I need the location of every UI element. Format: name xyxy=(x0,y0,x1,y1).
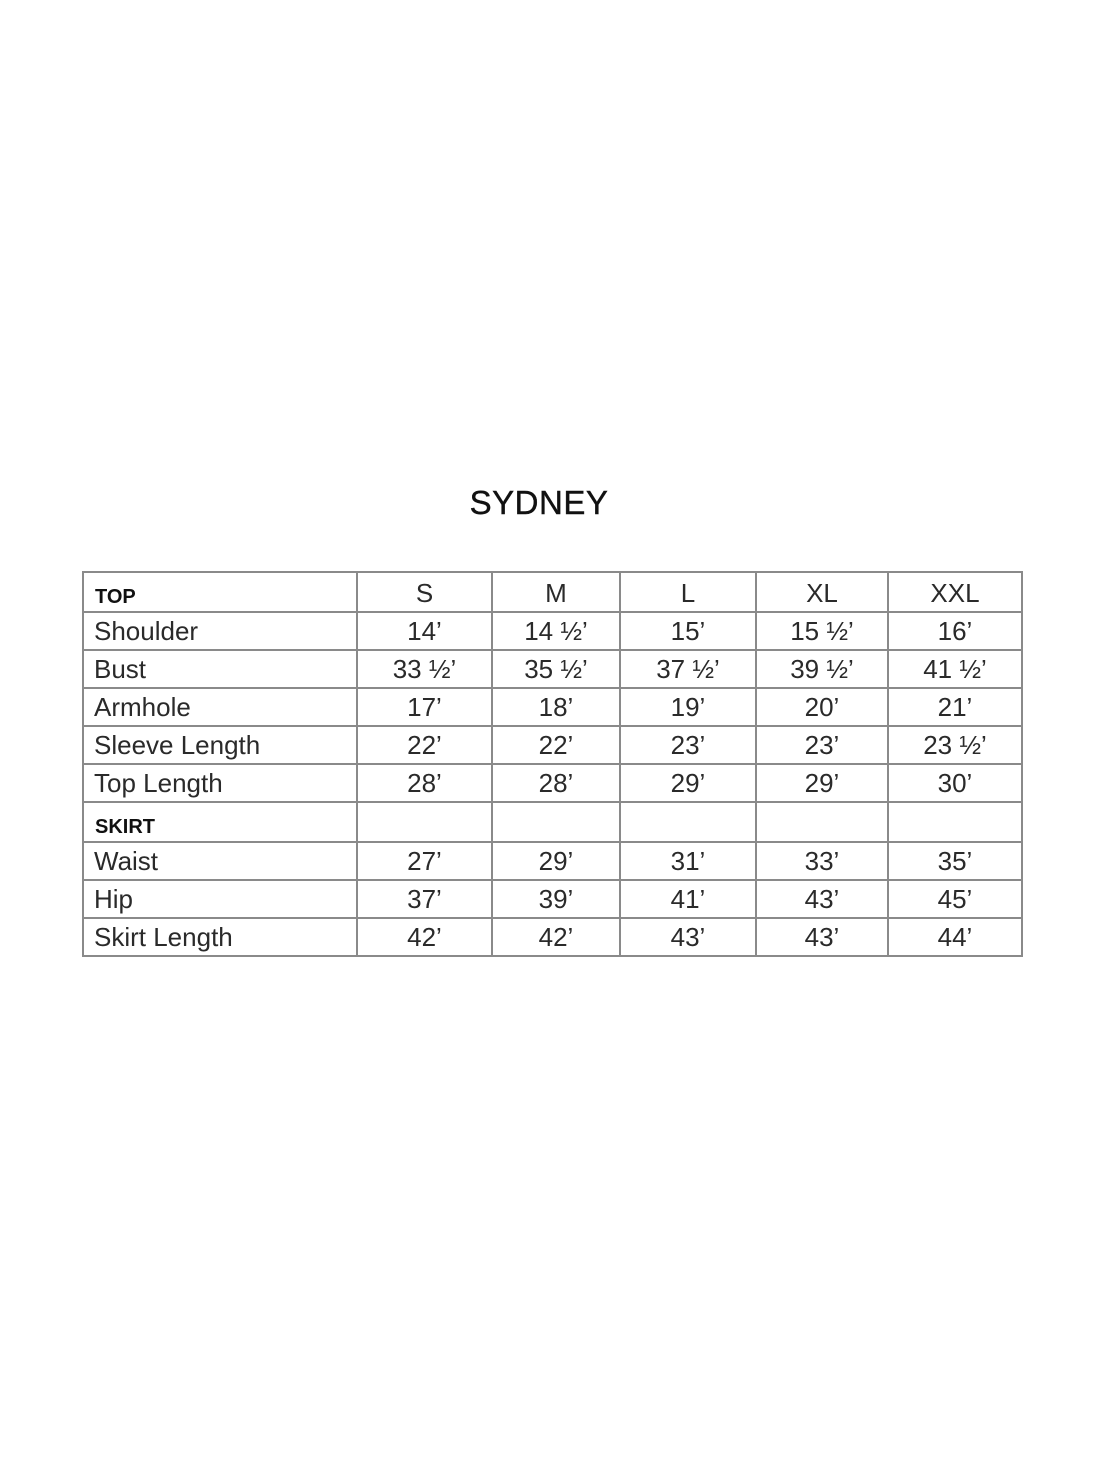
measurement-value: 43’ xyxy=(756,918,888,956)
measurement-value: 29’ xyxy=(756,764,888,802)
measurement-value: 21’ xyxy=(888,688,1022,726)
measurement-value: 41 ½’ xyxy=(888,650,1022,688)
size-header: M xyxy=(492,572,620,612)
measurement-value: 14 ½’ xyxy=(492,612,620,650)
measurement-value: 41’ xyxy=(620,880,756,918)
measurement-value: 17’ xyxy=(357,688,492,726)
table-row xyxy=(83,688,1022,726)
section-label-top: TOP xyxy=(83,572,357,612)
measurement-value: 27’ xyxy=(357,842,492,880)
measurement-value: 31’ xyxy=(620,842,756,880)
measurement-value: 23 ½’ xyxy=(888,726,1022,764)
table-row xyxy=(83,842,1022,880)
size-header: S xyxy=(357,572,492,612)
chart-title: SYDNEY xyxy=(469,484,609,521)
measurement-value: 35 ½’ xyxy=(492,650,620,688)
measurement-value: 15’ xyxy=(620,612,756,650)
measurement-value: 43’ xyxy=(620,918,756,956)
size-header: XL xyxy=(756,572,888,612)
measurement-value: 28’ xyxy=(492,764,620,802)
measurement-value: 23’ xyxy=(620,726,756,764)
measurement-label: Sleeve Length xyxy=(83,726,357,764)
measurement-value: 37 ½’ xyxy=(620,650,756,688)
measurement-value: 28’ xyxy=(357,764,492,802)
empty-cell xyxy=(756,802,888,842)
size-header-row xyxy=(83,572,1022,612)
section-label-skirt: SKIRT xyxy=(83,802,357,842)
measurement-value: 43’ xyxy=(756,880,888,918)
measurement-label: Skirt Length xyxy=(83,918,357,956)
measurement-value: 23’ xyxy=(756,726,888,764)
measurement-value: 39’ xyxy=(492,880,620,918)
measurement-label: Bust xyxy=(83,650,357,688)
measurement-value: 29’ xyxy=(620,764,756,802)
table-row xyxy=(83,650,1022,688)
measurement-value: 14’ xyxy=(357,612,492,650)
empty-cell xyxy=(357,802,492,842)
measurement-value: 22’ xyxy=(357,726,492,764)
table-row xyxy=(83,726,1022,764)
size-header: XXL xyxy=(888,572,1022,612)
table-row xyxy=(83,880,1022,918)
measurement-value: 29’ xyxy=(492,842,620,880)
measurement-value: 33 ½’ xyxy=(357,650,492,688)
measurement-value: 18’ xyxy=(492,688,620,726)
measurement-value: 19’ xyxy=(620,688,756,726)
measurement-value: 42’ xyxy=(492,918,620,956)
measurement-value: 22’ xyxy=(492,726,620,764)
measurement-value: 30’ xyxy=(888,764,1022,802)
measurement-value: 20’ xyxy=(756,688,888,726)
size-header: L xyxy=(620,572,756,612)
measurement-label: Armhole xyxy=(83,688,357,726)
table-row xyxy=(83,918,1022,956)
measurement-label: Waist xyxy=(83,842,357,880)
empty-cell xyxy=(888,802,1022,842)
measurement-value: 16’ xyxy=(888,612,1022,650)
measurement-value: 33’ xyxy=(756,842,888,880)
measurement-value: 44’ xyxy=(888,918,1022,956)
measurement-value: 45’ xyxy=(888,880,1022,918)
empty-cell xyxy=(620,802,756,842)
measurement-label: Shoulder xyxy=(83,612,357,650)
measurement-value: 37’ xyxy=(357,880,492,918)
table-row xyxy=(83,612,1022,650)
measurement-value: 42’ xyxy=(357,918,492,956)
measurement-label: Top Length xyxy=(83,764,357,802)
section-row-skirt xyxy=(83,802,1022,842)
measurement-value: 35’ xyxy=(888,842,1022,880)
measurement-label: Hip xyxy=(83,880,357,918)
empty-cell xyxy=(492,802,620,842)
measurement-value: 39 ½’ xyxy=(756,650,888,688)
table-row xyxy=(83,764,1022,802)
measurement-value: 15 ½’ xyxy=(756,612,888,650)
size-chart-table xyxy=(82,571,1023,957)
